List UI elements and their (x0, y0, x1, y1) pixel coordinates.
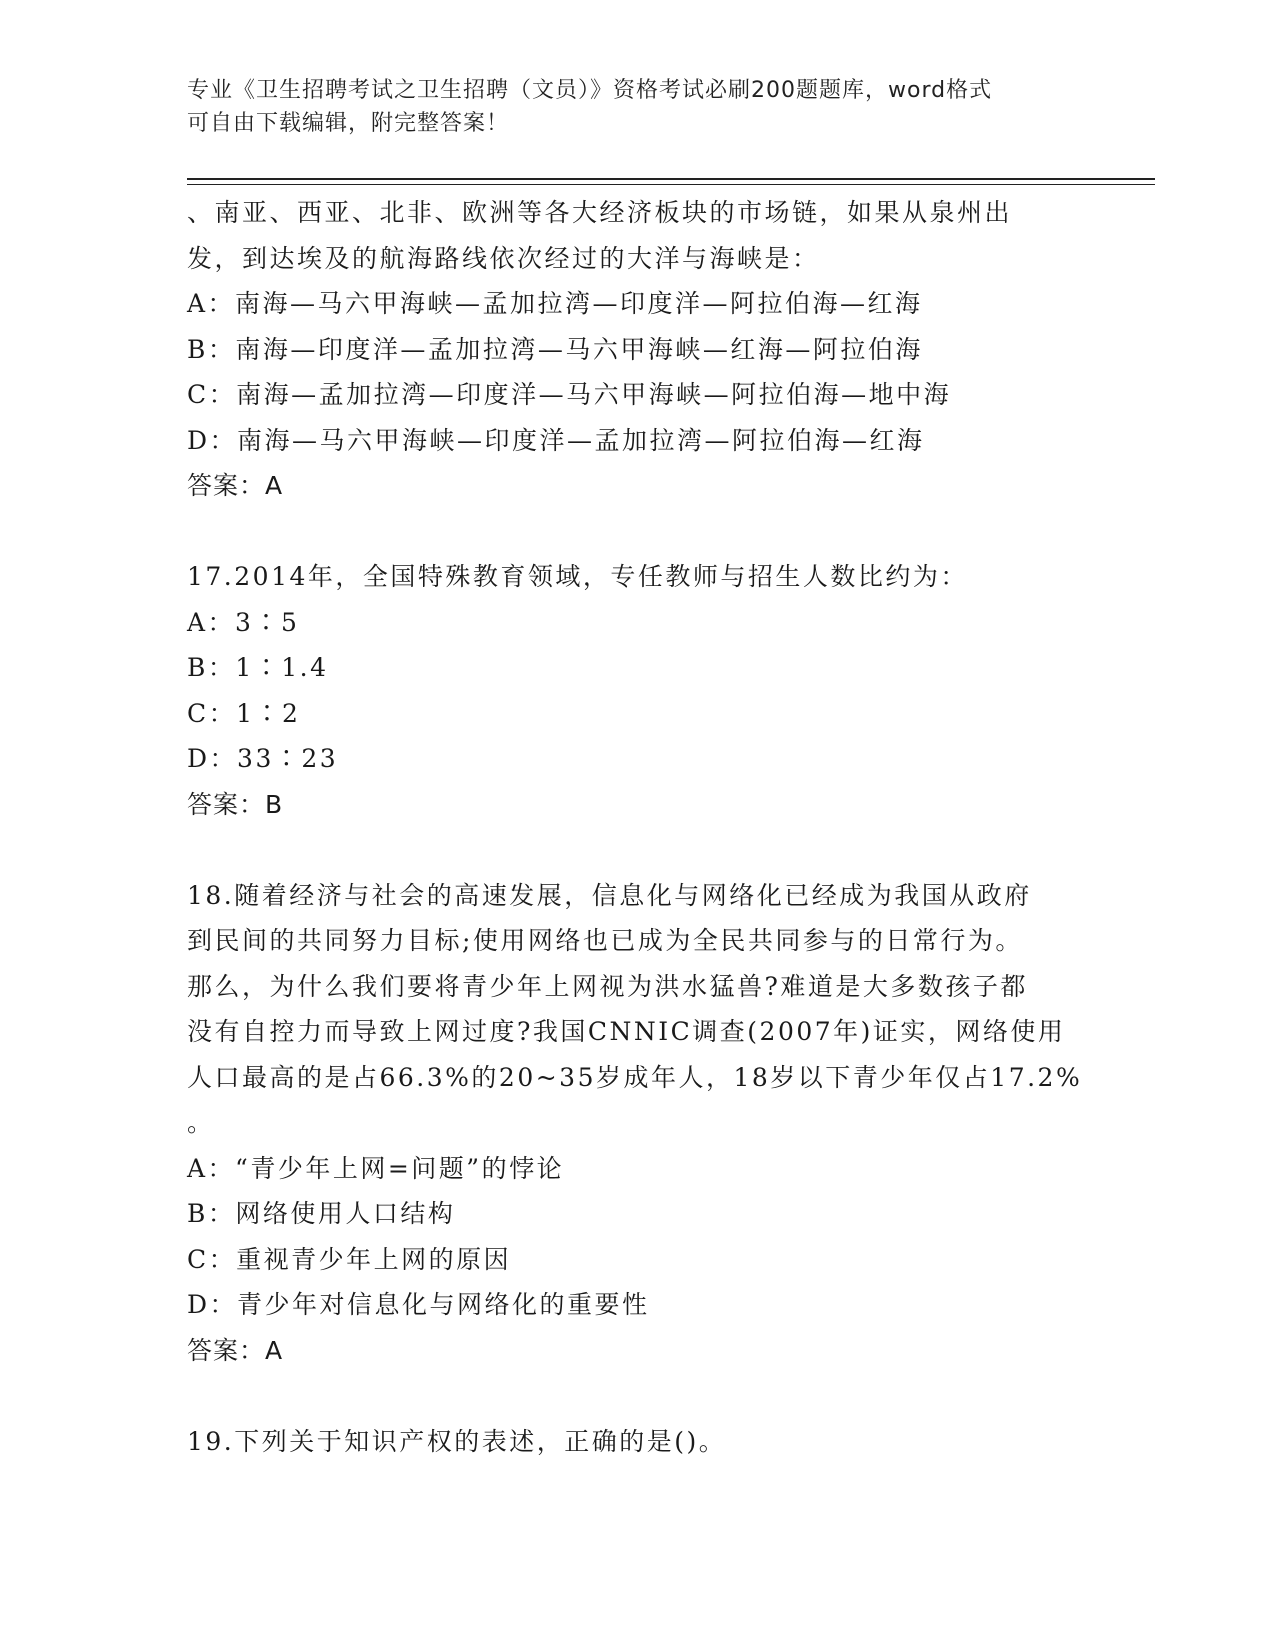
header-divider-thin (187, 184, 1155, 185)
question-stem-line: 。 (187, 1108, 215, 1137)
document-header (187, 74, 1067, 140)
question-content (187, 190, 1087, 1464)
answer-label: 答案：A (187, 471, 284, 500)
option-b: B：南海—印度洋—孟加拉湾—马六甲海峡—红海—阿拉伯海 (187, 334, 923, 364)
question-stem-line: 19.下列关于知识产权的表述，正确的是()。 (187, 1426, 727, 1456)
spacer (187, 1373, 1087, 1419)
option-d: D：青少年对信息化与网络化的重要性 (187, 1290, 650, 1319)
option-a: A：“青少年上网=问题”的悖论 (187, 1153, 565, 1183)
header-title-line-2: 可自由下载编辑，附完整答案！ (187, 111, 510, 136)
question-stem-line: 17.2014年，全国特殊教育领域，专任教师与招生人数比约为： (187, 562, 968, 591)
question-18 (187, 873, 1087, 1374)
option-c: C：重视青少年上网的原因 (187, 1244, 512, 1274)
question-stem-line: 那么，为什么我们要将青少年上网视为洪水猛兽?难道是大多数孩子都 (187, 971, 1028, 1001)
option-a: A：南海—马六甲海峡—孟加拉湾—印度洋—阿拉伯海—红海 (187, 289, 923, 318)
question-stem-line: 到民间的共同努力目标;使用网络也已成为全民共同参与的日常行为。 (187, 926, 1023, 955)
question-19 (187, 1419, 1087, 1465)
question-stem-line: 人口最高的是占66.3%的20~35岁成年人，18岁以下青少年仅占17.2% (187, 1062, 1083, 1092)
question-stem-line: 、南亚、西亚、北非、欧洲等各大经济板块的市场链，如果从泉州出 (187, 198, 1013, 227)
question-stem-line: 发，到达埃及的航海路线依次经过的大洋与海峡是： (187, 243, 820, 273)
spacer (187, 509, 1087, 555)
answer-label: 答案：B (187, 789, 284, 819)
question-stem-line: 18.随着经济与社会的高速发展，信息化与网络化已经成为我国从政府 (187, 880, 1032, 910)
header-title-line-1: 专业《卫生招聘考试之卫生招聘（文员）》资格考试必刷200题题库，word格式 (187, 78, 993, 103)
option-d: D：33∶23 (187, 744, 339, 773)
option-b: B：1∶1.4 (187, 653, 329, 682)
question-16 (187, 190, 1087, 509)
option-a: A：3∶5 (187, 607, 300, 637)
header-divider-thick (187, 178, 1155, 180)
option-c: C：南海—孟加拉湾—印度洋—马六甲海峡—阿拉伯海—地中海 (187, 380, 952, 409)
option-b: B：网络使用人口结构 (187, 1199, 456, 1228)
answer-label: 答案：A (187, 1335, 284, 1365)
option-c: C：1∶2 (187, 698, 301, 728)
question-17 (187, 554, 1087, 827)
option-d: D：南海—马六甲海峡—印度洋—孟加拉湾—阿拉伯海—红海 (187, 425, 925, 455)
question-stem-line: 没有自控力而导致上网过度?我国CNNIC调查(2007年)证实，网络使用 (187, 1017, 1066, 1046)
spacer (187, 827, 1087, 873)
